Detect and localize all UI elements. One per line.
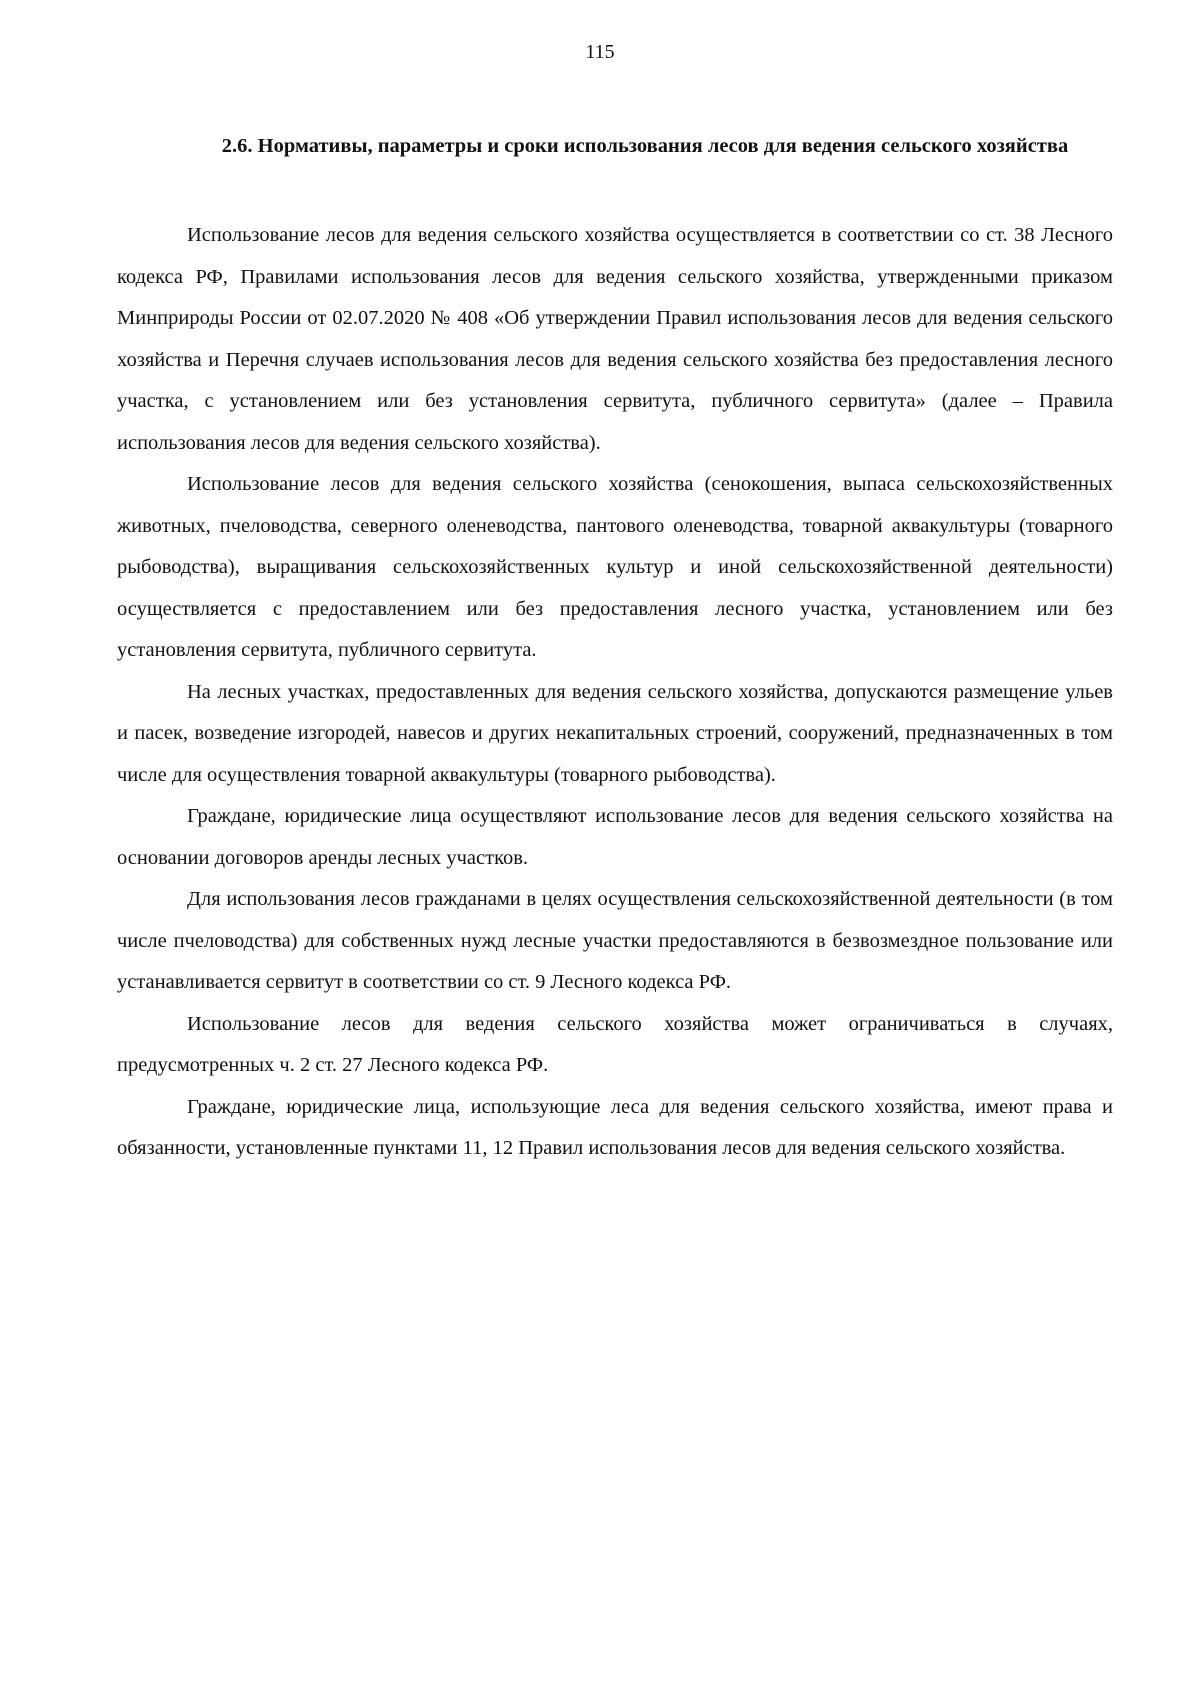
section-heading: 2.6. Нормативы, параметры и сроки использования лесов для ведения сельского хозяйства — [221, 135, 1069, 157]
page-number: 115 — [585, 41, 615, 63]
paragraph: Граждане, юридические лица, использующие леса для ведения сельского хозяйства, имеют права и обязанности, установленные пунктами 11, 12 Правил использования лесов для ведения сельского хозяйства. — [117, 1095, 1113, 1159]
paragraph: Использование лесов для ведения сельского хозяйства может ограничиваться в случаях, предусмотренных ч. 2 ст. 27 Лесного кодекса РФ. — [117, 1012, 1113, 1076]
body-text — [117, 215, 1113, 1170]
paragraph: На лесных участках, предоставленных для ведения сельского хозяйства, допускаются размещение ульев и пасек, возведение изгородей, навесов и других некапитальных строений, сооружений, предназначенных в том числе для осуществления товарной аквакультуры (товарного рыбоводства). — [117, 680, 1113, 786]
paragraph: Для использования лесов гражданами в целях осуществления сельскохозяйственной деятельности (в том числе пчеловодства) для собственных нужд лесные участки предоставляются в безвозмездное пользование или устанавливается сервитут в соответствии со ст. 9 Лесного кодекса РФ. — [117, 888, 1113, 993]
paragraph: Использование лесов для ведения сельского хозяйства осуществляется в соответствии со ст. 38 Лесного кодекса РФ, Правилами использования лесов для ведения сельского хозяйства, утвержденными приказом Минприроды России от 02.07.2020 № 408 «Об утверждении Правил использования лесов для ведения сельского хозяйства и Перечня случаев использования лесов для ведения сельского хозяйства без предоставления лесного участка, с установлением или без установления сервитута, публичного сервитута» (далее – Правила использования лесов для ведения сельского хозяйства). — [117, 224, 1113, 454]
paragraph: Использование лесов для ведения сельского хозяйства (сенокошения, выпаса сельскохозяйственных животных, пчеловодства, северного оленеводства, пантового оленеводства, товарной аквакультуры (товарного рыбоводства), выращивания сельскохозяйственных культур и иной сельскохозяйственной деятельности) осуществляется с предоставлением или без предоставления лесного участка, установлением или без установления сервитута, публичного сервитута. — [117, 473, 1113, 661]
paragraph: Граждане, юридические лица осуществляют использование лесов для ведения сельского хозяйства на основании договоров аренды лесных участков. — [117, 805, 1113, 869]
